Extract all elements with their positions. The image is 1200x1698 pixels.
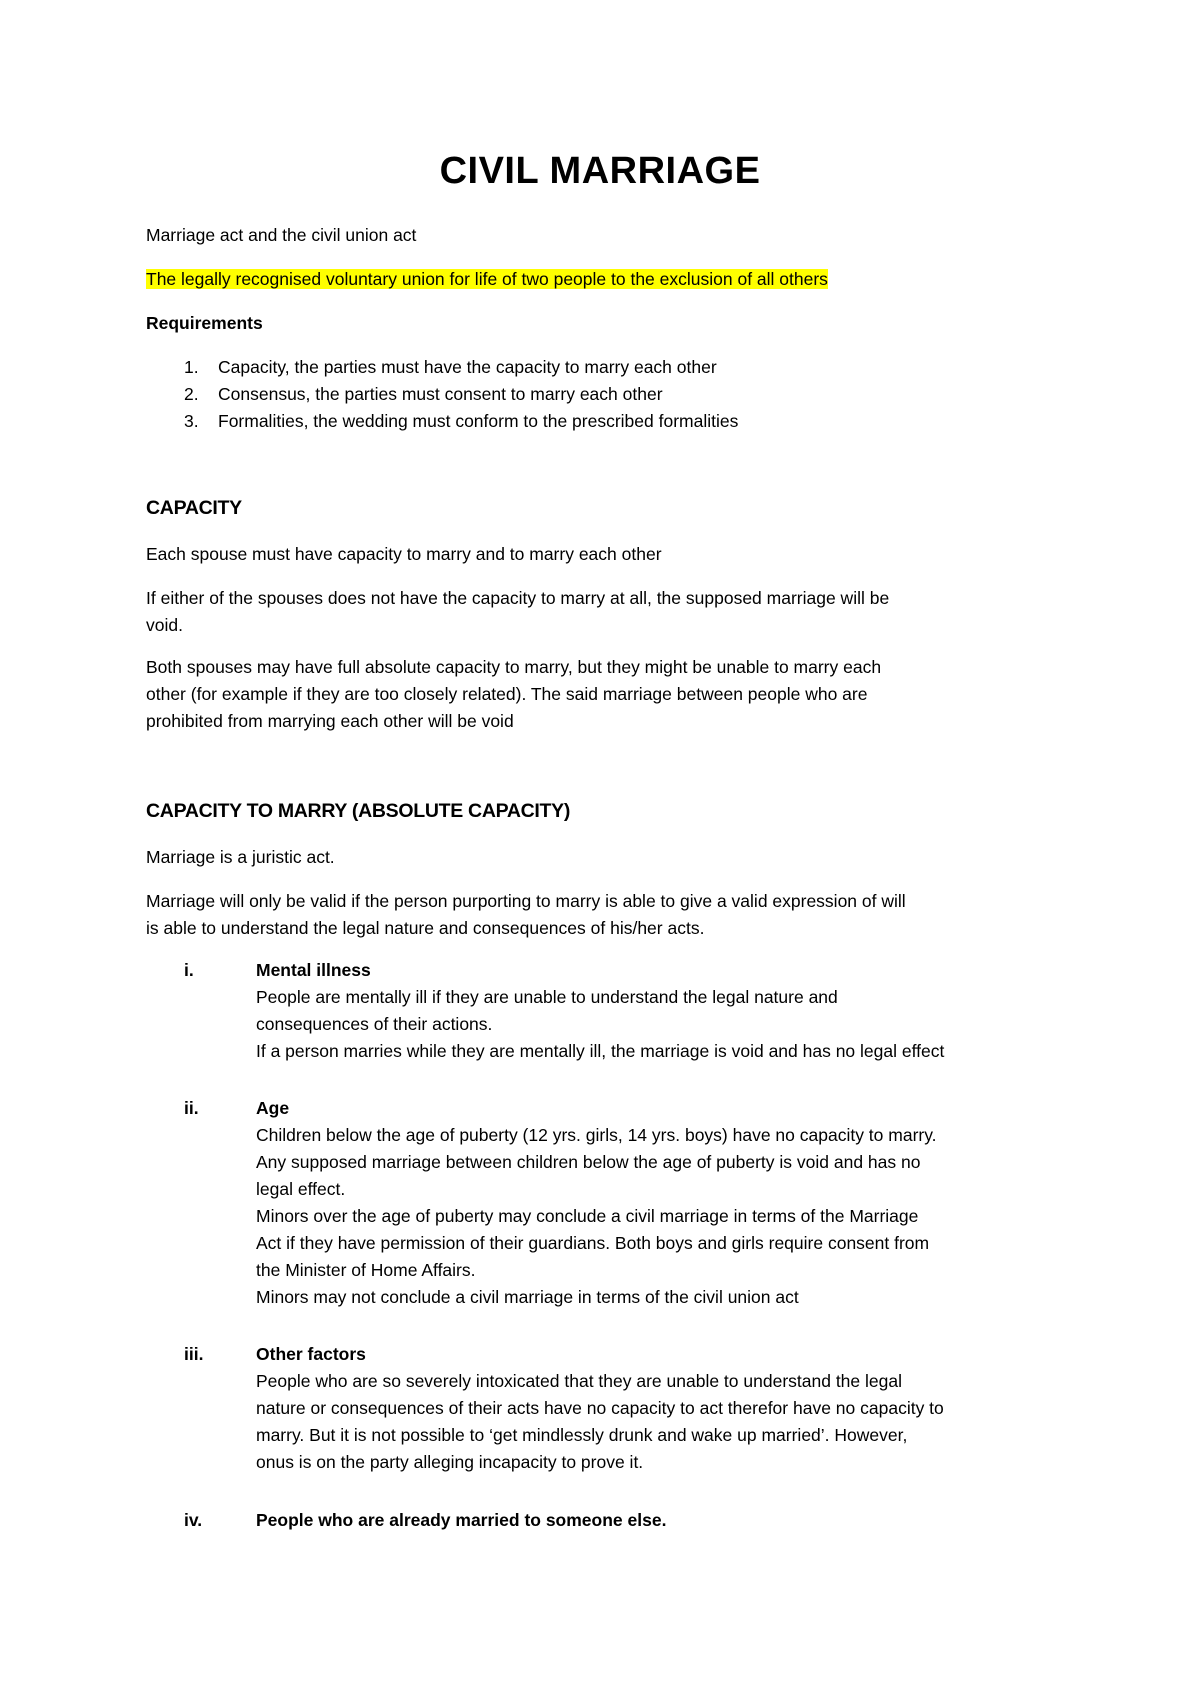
- roman-item-title: Mental illness: [256, 960, 371, 980]
- paragraph-line: void.: [146, 615, 183, 635]
- roman-item-line: legal effect.: [256, 1179, 346, 1199]
- roman-item-line: If a person marries while they are mentally ill, the marriage is void and has no legal effect: [256, 1041, 945, 1061]
- list-number: 1.: [184, 357, 199, 377]
- list-number: 3.: [184, 411, 199, 431]
- list-text: Consensus, the parties must consent to marry each other: [218, 384, 663, 404]
- roman-item-line: the Minister of Home Affairs.: [256, 1260, 476, 1280]
- roman-item-body: [256, 1341, 1066, 1476]
- definition-highlight: The legally recognised voluntary union for life of two people to the exclusion of all others: [146, 269, 828, 289]
- list-number: 2.: [184, 384, 199, 404]
- roman-number: iii.: [184, 1344, 204, 1364]
- capacity-paragraph: [146, 585, 1066, 639]
- paragraph-line: Both spouses may have full absolute capacity to marry, but they might be unable to marry each: [146, 657, 882, 677]
- absolute-paragraph: Marriage is a juristic act.: [146, 847, 335, 867]
- roman-item-title: People who are already married to someone else.: [256, 1510, 667, 1530]
- capacity-paragraph: Each spouse must have capacity to marry and to marry each other: [146, 544, 662, 564]
- roman-item-line: Act if they have permission of their guardians. Both boys and girls require consent from: [256, 1233, 930, 1253]
- roman-item-line: Minors may not conclude a civil marriage in terms of the civil union act: [256, 1287, 799, 1307]
- paragraph-line: is able to understand the legal nature and consequences of his/her acts.: [146, 918, 705, 938]
- list-item: [146, 354, 1066, 381]
- roman-number: iv.: [184, 1510, 203, 1530]
- subtitle: Marriage act and the civil union act: [146, 225, 417, 245]
- list-text: Formalities, the wedding must conform to the prescribed formalities: [218, 411, 739, 431]
- roman-item-line: Minors over the age of puberty may conclude a civil marriage in terms of the Marriage: [256, 1206, 919, 1226]
- roman-item-line: People who are so severely intoxicated that they are unable to understand the legal: [256, 1371, 902, 1391]
- list-item: [146, 408, 1066, 435]
- page-title: CIVIL MARRIAGE: [439, 150, 761, 192]
- roman-item-body: [256, 957, 1066, 1065]
- list-item: [146, 381, 1066, 408]
- paragraph-line: prohibited from marrying each other will be void: [146, 711, 514, 731]
- roman-item-title: Other factors: [256, 1344, 366, 1364]
- capacity-paragraph: [146, 654, 1066, 735]
- roman-number: ii.: [184, 1098, 199, 1118]
- paragraph-line: Marriage will only be valid if the person purporting to marry is able to give a valid expression of will: [146, 891, 906, 911]
- section-heading-absolute-capacity: CAPACITY TO MARRY (ABSOLUTE CAPACITY): [146, 800, 571, 822]
- absolute-paragraph: [146, 888, 1066, 942]
- paragraph-line: other (for example if they are too closely related). The said marriage between people who are: [146, 684, 868, 704]
- roman-item-line: marry. But it is not possible to ‘get mindlessly drunk and wake up married’. However,: [256, 1425, 908, 1445]
- paragraph-line: If either of the spouses does not have the capacity to marry at all, the supposed marriage will be: [146, 588, 890, 608]
- definition: [146, 266, 1066, 293]
- requirements-heading: Requirements: [146, 313, 263, 333]
- roman-item-line: Children below the age of puberty (12 yrs. girls, 14 yrs. boys) have no capacity to marry.: [256, 1125, 937, 1145]
- section-heading-capacity: CAPACITY: [146, 497, 242, 519]
- roman-number: i.: [184, 960, 194, 980]
- roman-item-line: onus is on the party alleging incapacity to prove it.: [256, 1452, 644, 1472]
- roman-item-title: Age: [256, 1098, 290, 1118]
- list-text: Capacity, the parties must have the capacity to marry each other: [218, 357, 717, 377]
- roman-item-line: People are mentally ill if they are unable to understand the legal nature and: [256, 987, 838, 1007]
- roman-item-line: nature or consequences of their acts have no capacity to act therefor have no capacity to: [256, 1398, 944, 1418]
- roman-item-line: consequences of their actions.: [256, 1014, 493, 1034]
- roman-item-line: Any supposed marriage between children below the age of puberty is void and has no: [256, 1152, 921, 1172]
- roman-item-body: [256, 1507, 1066, 1534]
- roman-item-body: [256, 1095, 1066, 1311]
